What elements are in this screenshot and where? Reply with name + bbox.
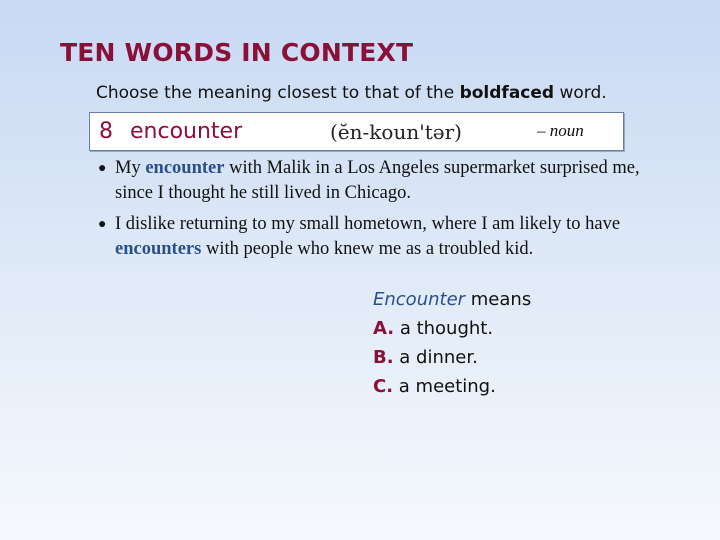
answer-option-a[interactable] [373,318,531,347]
option-text: a dinner. [393,347,478,368]
sentence-keyword: encounters [115,239,202,259]
quiz-question [373,289,531,318]
bullet-icon: ● [98,217,107,232]
sentence-keyword: encounter [145,158,225,178]
answer-option-c[interactable] [373,376,531,405]
option-letter: A. [373,318,395,339]
instruction-before: Choose the meaning closest to that of the [96,83,460,103]
option-text: a meeting. [393,376,496,397]
instruction-bold-word: boldfaced [459,83,555,103]
entry-number: 8 [99,119,113,144]
bullet-icon: ● [98,161,107,176]
entry-word: encounter [130,119,243,144]
example-sentence-1 [98,156,658,206]
option-letter: B. [373,347,394,368]
question-rest: means [465,289,532,310]
sentence-text [115,156,658,206]
sentence-before: My [115,158,146,178]
option-text: a thought. [394,318,494,339]
option-letter: C. [373,376,394,397]
question-term: Encounter [373,289,466,310]
instruction-after: word. [554,83,607,103]
sentence-after: with Malik in a Los Angeles supermarket surprised me, since I thought he still lived in Chicago. [115,158,640,203]
instruction-text [96,83,607,103]
entry-part-of-speech: – noun [537,121,584,140]
sentence-text [115,212,658,262]
example-sentence-2 [98,212,658,262]
sentence-after: with people who knew me as a troubled kid. [201,239,534,259]
slide-title: TEN WORDS IN CONTEXT [60,38,414,67]
vocabulary-entry-box [89,112,624,151]
quiz-block [373,289,531,405]
entry-pronunciation: (ĕn-koun'tər) [330,120,462,144]
answer-option-b[interactable] [373,347,531,376]
sentence-before: I dislike returning to my small hometown, where I am likely to have [115,214,621,234]
